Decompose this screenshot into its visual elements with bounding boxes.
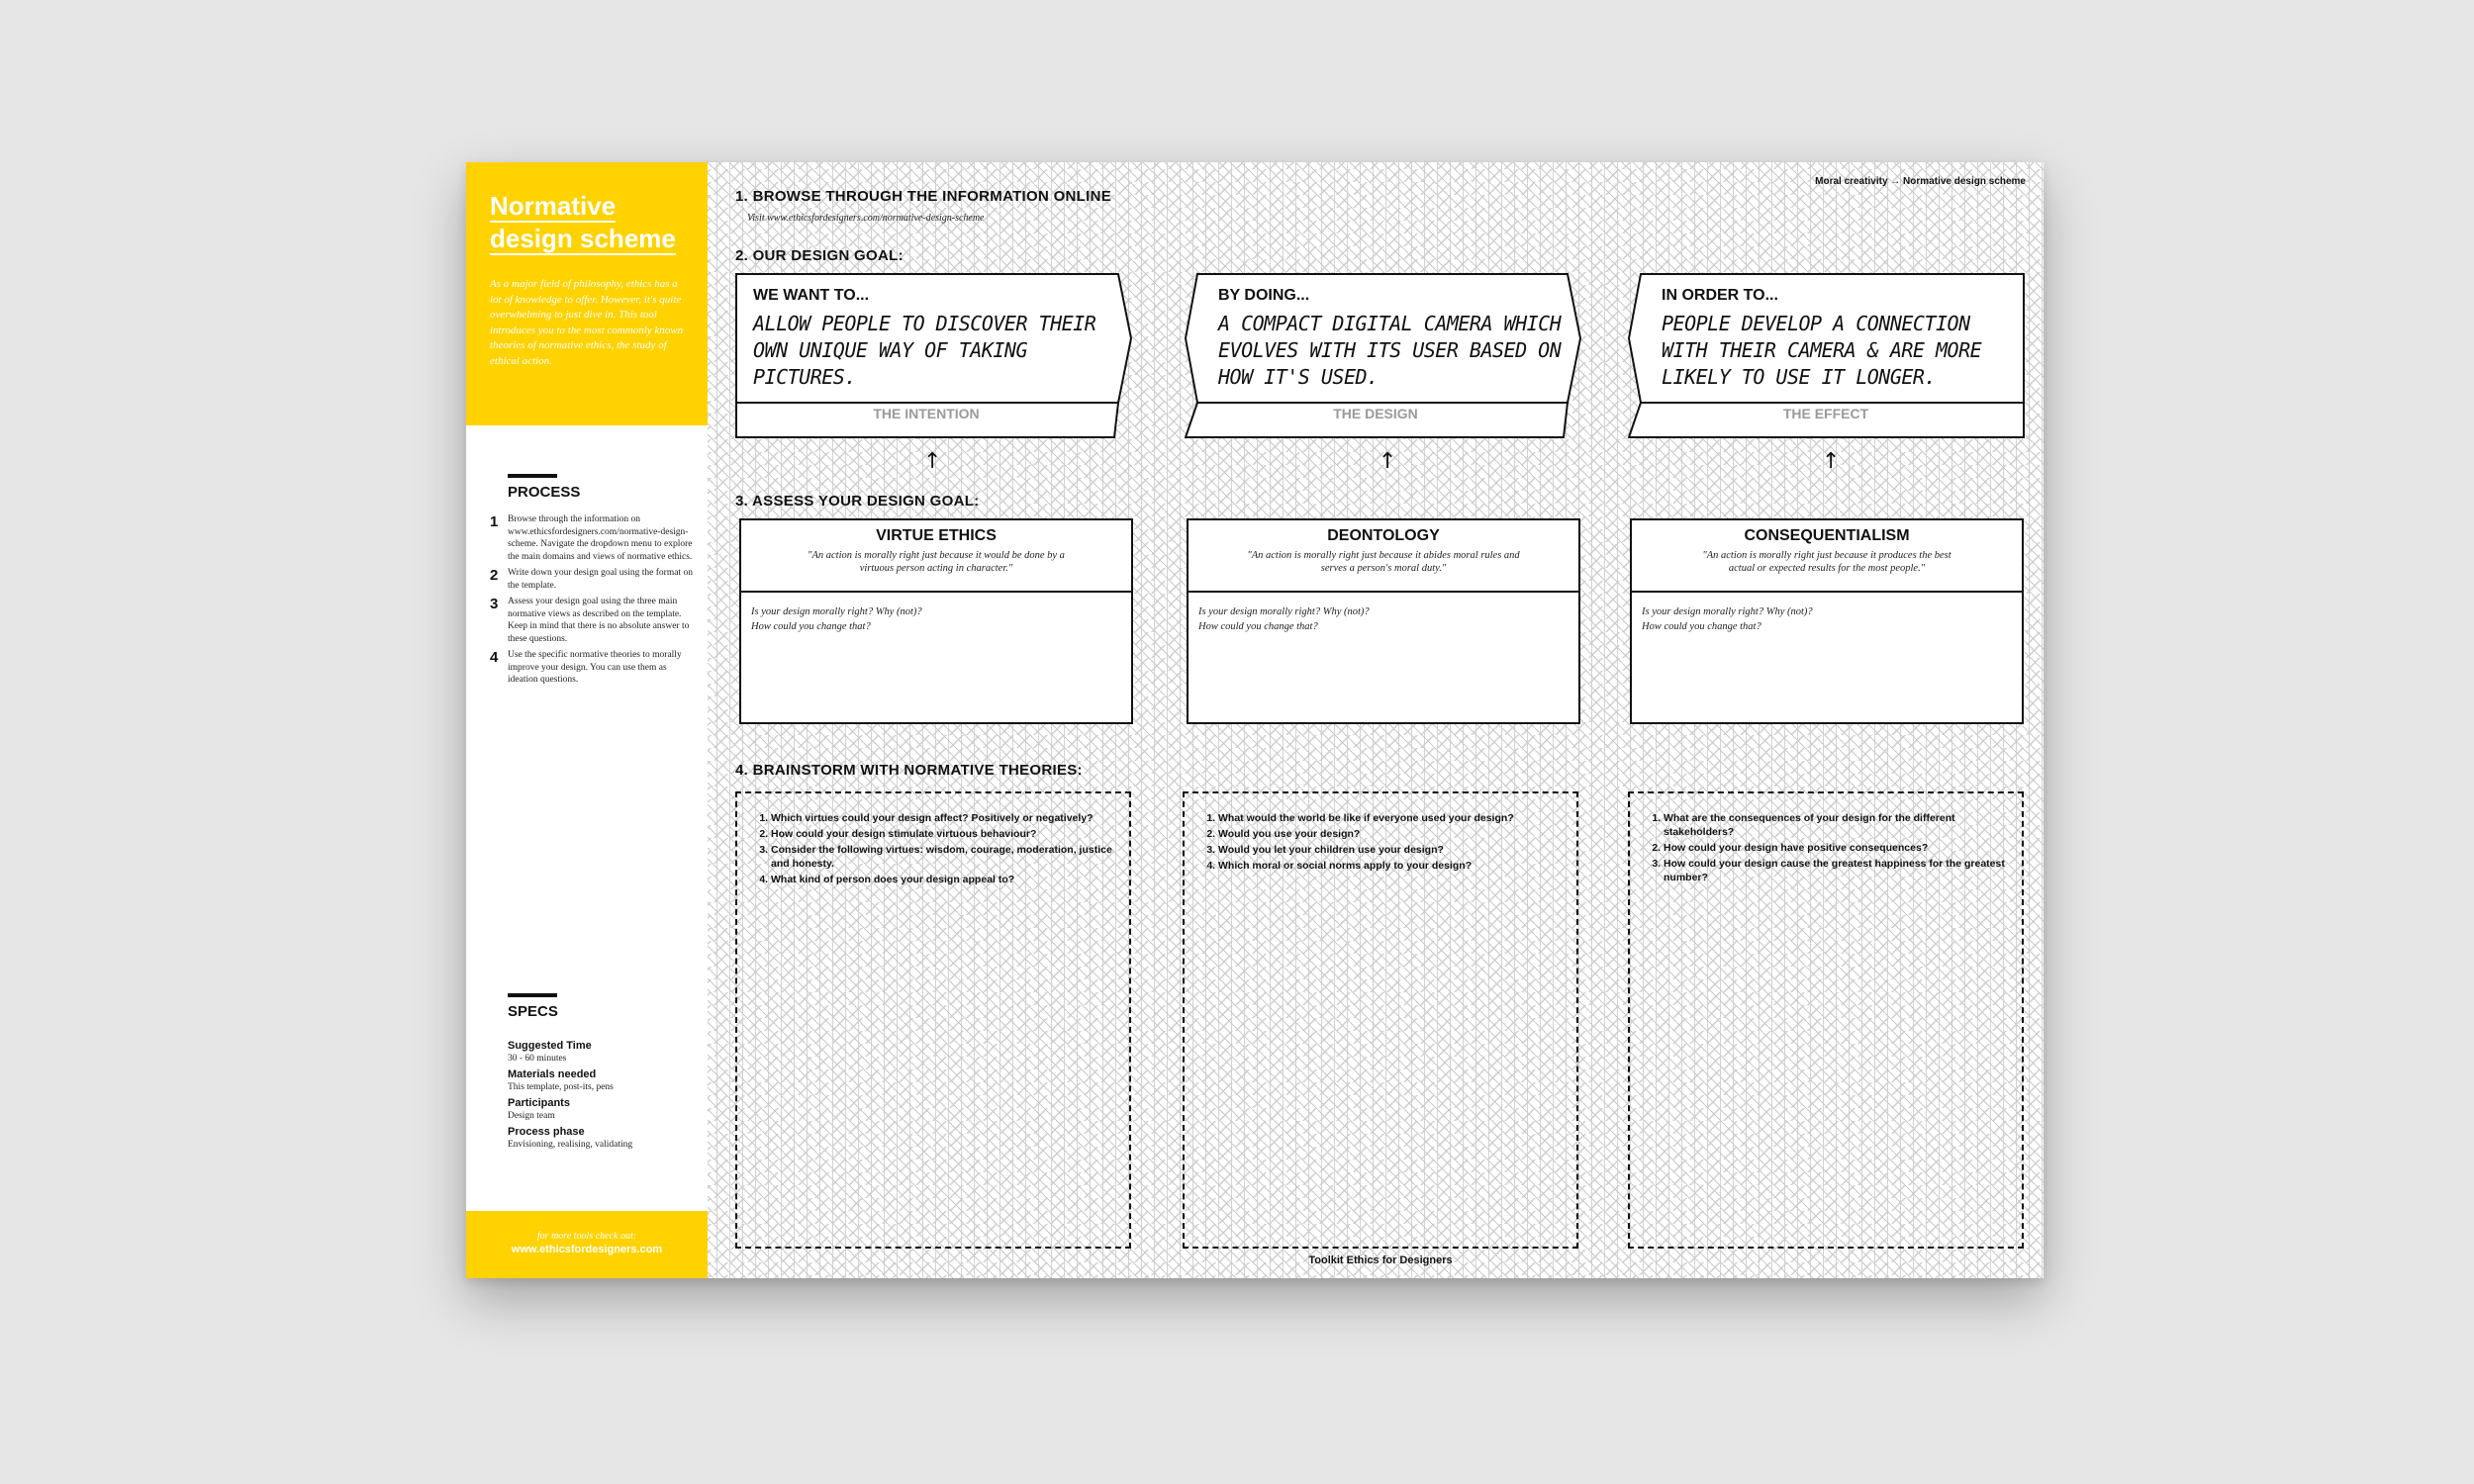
process-text: Write down your design goal using the format on the template.	[508, 568, 693, 591]
theory-box-consequentialism[interactable]	[1630, 518, 2024, 724]
brainstorm-question: 2. How could your design have positive consequences?	[1664, 841, 2008, 855]
brainstorm-question: 1. What are the consequences of your design for the different stakeholders?	[1664, 811, 2008, 839]
brainstorm-question: 2. How could your design stimulate virtuous behaviour?	[771, 827, 1115, 841]
main-area	[708, 162, 2044, 1278]
process-item	[490, 567, 693, 592]
goal-box-intention[interactable]	[735, 273, 1133, 443]
theory-header	[1632, 520, 2022, 593]
goal-label: WE WANT TO...	[753, 287, 870, 304]
step1-heading: 1. BROWSE THROUGH THE INFORMATION ONLINE	[735, 188, 1112, 205]
process-number: 4	[490, 649, 499, 666]
spec-value: 30 - 60 minutes	[508, 1054, 567, 1064]
theory-title: CONSEQUENTIALISM	[1744, 527, 1910, 544]
theory-title: VIRTUE ETHICS	[876, 527, 997, 544]
brainstorm-question: 4. Which moral or social norms apply to your design?	[1218, 859, 1563, 873]
theory-questions	[1632, 593, 2022, 634]
process-text: Use the specific normative theories to morally improve your design. You can use them as ideation questions.	[508, 650, 682, 685]
visit-link[interactable]: Visit www.ethicsfordesigners.com/normative-design-scheme	[747, 213, 985, 224]
process-text: Assess your design goal using the three main normative views as described on the template. Keep in mind that there is no absolute answer to these questions.	[508, 597, 690, 644]
spec-label: Process phase	[508, 1126, 585, 1138]
theory-question: How could you change that?	[1198, 621, 1318, 632]
process-text: Browse through the information on www.ethicsfordesigners.com/normative-design-scheme. Navigate the dropdown menu to explore the main domains and views of normative ethics.	[508, 514, 693, 562]
theory-question: Is your design morally right? Why (not)?	[1198, 606, 1370, 617]
spec-value: Design team	[508, 1111, 555, 1121]
process-heading: PROCESS	[508, 484, 581, 501]
theory-question: Is your design morally right? Why (not)?	[751, 606, 922, 617]
up-arrow-icon: ↑	[1822, 449, 1841, 474]
spec-label: Materials needed	[508, 1068, 597, 1080]
worksheet	[466, 162, 2044, 1278]
spec-label: Participants	[508, 1097, 570, 1109]
specs-heading: SPECS	[508, 1003, 558, 1020]
brainstorm-question: 3. Would you let your children use your design?	[1218, 843, 1563, 857]
theory-question: Is your design morally right? Why (not)?	[1642, 606, 1813, 617]
theory-questions	[741, 593, 1131, 634]
theory-title: DEONTOLOGY	[1327, 527, 1440, 544]
goal-box-effect[interactable]	[1628, 273, 2026, 443]
process-item	[490, 649, 693, 687]
process-number: 3	[490, 596, 499, 612]
process-rule	[508, 474, 557, 478]
specs-list	[508, 1035, 696, 1150]
theory-quote: "An action is morally right just because it abides moral rules and serves a person's moral duty."	[1247, 550, 1520, 574]
goal-text: A COMPACT DIGITAL CAMERA WHICH EVOLVES WITH ITS USER BASED ON HOW IT'S USED.	[1218, 312, 1562, 389]
sidebar-title	[490, 190, 698, 255]
theory-question: How could you change that?	[1642, 621, 1761, 632]
process-number: 2	[490, 567, 499, 584]
spec-label: Suggested Time	[508, 1040, 592, 1052]
brainstorm-question: 3. How could your design cause the greatest happiness for the greatest number?	[1664, 857, 2008, 884]
brainstorm-question: 1. Which virtues could your design affect? Positively or negatively?	[771, 811, 1115, 825]
sidebar-intro: As a major field of philosophy, ethics has a lot of knowledge to offer. However, it's quite overwhelming to just dive in. This tool introduces you to the most commonly known theories of normative ethics, the study of ethical action.	[490, 278, 684, 367]
brainstorm-list	[1664, 811, 2008, 884]
brainstorm-box-deontology[interactable]	[1183, 791, 1578, 1249]
step4-heading: 4. BRAINSTORM WITH NORMATIVE THEORIES:	[735, 762, 1083, 779]
footer-website-link[interactable]: www.ethicsfordesigners.com	[511, 1244, 663, 1255]
up-arrow-icon: ↑	[923, 449, 942, 474]
toolkit-credit: Toolkit Ethics for Designers	[1308, 1254, 1453, 1266]
footer-tagline: for more tools check out:	[536, 1231, 637, 1242]
theory-header	[741, 520, 1131, 593]
brainstorm-list	[1218, 811, 1563, 873]
brainstorm-box-virtue-ethics[interactable]	[735, 791, 1131, 1249]
brainstorm-question: 3. Consider the following virtues: wisdom, courage, moderation, justice and honesty.	[771, 843, 1115, 871]
up-arrow-icon: ↑	[1379, 449, 1397, 474]
brainstorm-box-consequentialism[interactable]	[1628, 791, 2024, 1249]
goal-text: PEOPLE DEVELOP A CONNECTION WITH THEIR CAMERA & ARE MORE LIKELY TO USE IT LONGER.	[1662, 312, 1982, 389]
sidebar-footer	[466, 1211, 708, 1278]
process-item	[490, 513, 693, 563]
theory-box-deontology[interactable]	[1187, 518, 1580, 724]
goal-text: ALLOW PEOPLE TO DISCOVER THEIR OWN UNIQUE WAY OF TAKING PICTURES.	[753, 312, 1096, 389]
sidebar-title-line2: design scheme	[490, 224, 676, 253]
goal-footer: THE DESIGN	[1333, 406, 1418, 421]
process-item	[490, 596, 693, 645]
spec-value: Envisioning, realising, validating	[508, 1140, 633, 1150]
process-number: 1	[490, 513, 499, 530]
brainstorm-question: 2. Would you use your design?	[1218, 827, 1563, 841]
sidebar	[466, 162, 708, 1278]
goal-label: BY DOING...	[1218, 287, 1310, 304]
goal-footer: THE EFFECT	[1782, 406, 1869, 421]
goal-label: IN ORDER TO...	[1662, 287, 1778, 304]
theory-questions	[1189, 593, 1578, 634]
brainstorm-list	[771, 811, 1115, 886]
theory-header	[1189, 520, 1578, 593]
step3-heading: 3. ASSESS YOUR DESIGN GOAL:	[735, 493, 980, 510]
goal-box-design[interactable]	[1185, 273, 1582, 443]
goal-footer: THE INTENTION	[873, 406, 980, 421]
brainstorm-question: 1. What would the world be like if everyone used your design?	[1218, 811, 1563, 825]
specs-rule	[508, 993, 557, 997]
theory-quote: "An action is morally right just because it produces the best actual or expected results for the most people."	[1702, 550, 1951, 574]
theory-question: How could you change that?	[751, 621, 871, 632]
theory-quote: "An action is morally right just because it would be done by a virtuous person acting in character."	[808, 550, 1065, 574]
sidebar-header	[466, 162, 708, 425]
theory-box-virtue-ethics[interactable]	[739, 518, 1133, 724]
sidebar-title-line1: Normative	[490, 191, 617, 221]
spec-value: This template, post-its, pens	[508, 1082, 614, 1092]
process-list	[490, 513, 693, 691]
breadcrumb: Moral creativity → Normative design scheme	[1815, 176, 2026, 187]
step2-heading: 2. OUR DESIGN GOAL:	[735, 247, 904, 264]
brainstorm-question: 4. What kind of person does your design appeal to?	[771, 873, 1115, 886]
